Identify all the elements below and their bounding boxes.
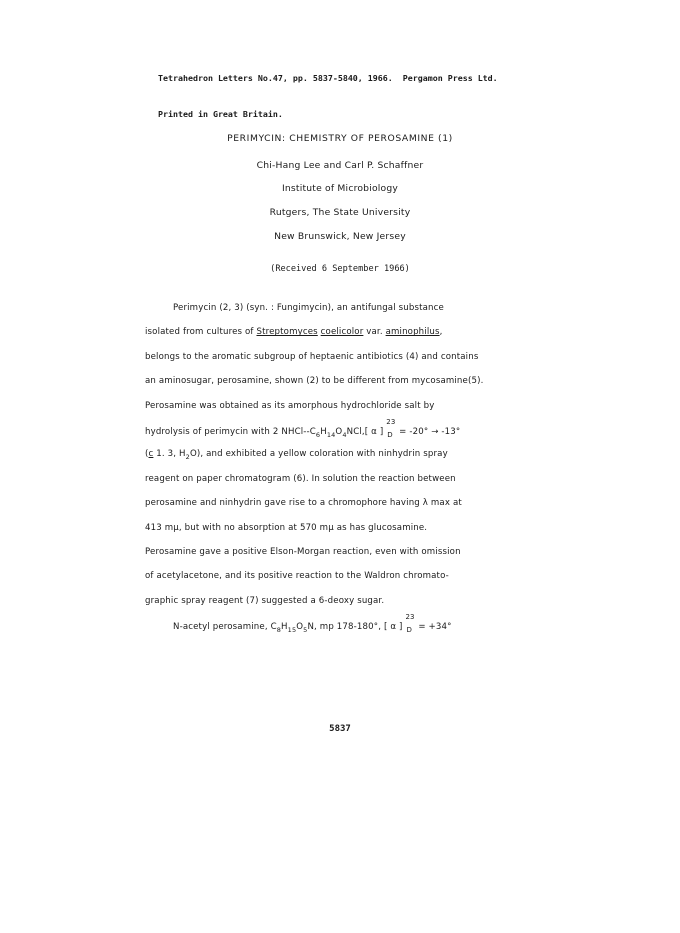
subscript: 15 xyxy=(287,626,297,635)
organism-genus: Streptomyces xyxy=(256,327,318,338)
body-line-12: of acetylacetone, and its positive reaction to the Waldron chromato- xyxy=(145,571,449,582)
text-run: H xyxy=(281,622,288,633)
subscript: 5 xyxy=(303,626,308,635)
author-institute: Institute of Microbiology xyxy=(281,183,399,194)
article-title: PERIMYCIN: CHEMISTRY OF PEROSAMINE (1) xyxy=(227,133,453,144)
text-run: = +34° xyxy=(415,622,452,633)
superscript: 23 xyxy=(386,417,396,426)
text-run: H xyxy=(320,426,327,437)
text-run: var. xyxy=(363,327,386,338)
body-line-4: an aminosugar, perosamine, shown (2) to be different from mycosamine(5). xyxy=(145,376,484,387)
text-run: O), and exhibited a yellow coloration with ninhydrin spray xyxy=(189,449,448,460)
subscript: 2 xyxy=(185,453,190,462)
organism-species: coelicolor xyxy=(320,327,364,338)
text-run: O xyxy=(335,426,343,437)
text-run: hydrolysis of perimycin with 2 NHCl--C xyxy=(145,426,316,437)
page-number: 5837 xyxy=(329,724,351,734)
body-line-8: reagent on paper chromatogram (6). In solution the reaction between xyxy=(145,473,456,484)
subscript: D xyxy=(406,626,412,635)
printed-in: Printed in Great Britain. xyxy=(158,109,283,119)
text-run: , xyxy=(439,327,443,338)
received-date: (Received 6 September 1966) xyxy=(270,264,410,274)
subscript: D xyxy=(387,430,393,439)
body-line-5: Perosamine was obtained as its amorphous hydrochloride salt by xyxy=(145,400,435,411)
body-line-1: Perimycin (2, 3) (syn. : Fungimycin), an antifungal substance xyxy=(173,303,444,313)
organism-variety: aminophilus xyxy=(385,327,440,338)
text-run: N-acetyl perosamine, C xyxy=(173,622,277,633)
journal-citation: Tetrahedron Letters No.47, pp. 5837-5840, 1966. Pergamon Press Ltd. xyxy=(158,73,498,83)
text-run: = -20° → -13° xyxy=(396,426,461,437)
text-run: ( xyxy=(145,449,149,460)
body-line-10: 413 mμ, but with no absorption at 570 mμ as has glucosamine. xyxy=(145,522,428,533)
body-text xyxy=(145,302,545,643)
subscript: 14 xyxy=(326,430,336,439)
body-line-6 xyxy=(145,417,545,448)
rotation-notation xyxy=(405,613,415,635)
body-line-7 xyxy=(145,448,545,472)
author-location: New Brunswick, New Jersey xyxy=(274,231,406,242)
subscript: 8 xyxy=(276,626,282,635)
article-authors: Chi-Hang Lee and Carl P. Schaffner xyxy=(256,160,424,171)
text-run: O xyxy=(296,622,304,633)
rotation-notation xyxy=(386,417,396,439)
superscript: 23 xyxy=(405,613,415,622)
subscript: 4 xyxy=(342,430,347,439)
text-run: NCl,[ α ] xyxy=(346,426,387,437)
text-run: 1. 3, H xyxy=(153,449,186,460)
body-line-11: Perosamine gave a positive Elson-Morgan reaction, even with omission xyxy=(145,546,461,557)
subscript: 6 xyxy=(315,430,321,439)
concentration-symbol: c xyxy=(148,449,154,460)
journal-header xyxy=(158,48,498,132)
body-line-9: perosamine and ninhydrin gave rise to a chromophore having λ max at xyxy=(145,498,462,509)
body-line-14 xyxy=(145,613,545,643)
text-run: N, mp 178-180°, [ α ] xyxy=(307,622,406,633)
body-line-2 xyxy=(145,326,545,350)
body-line-3: belongs to the aromatic subgroup of heptaenic antibiotics (4) and contains xyxy=(145,351,479,362)
text-run: isolated from cultures of xyxy=(145,327,257,338)
author-university: Rutgers, The State University xyxy=(269,207,411,218)
body-line-13: graphic spray reagent (7) suggested a 6-deoxy sugar. xyxy=(145,595,385,606)
